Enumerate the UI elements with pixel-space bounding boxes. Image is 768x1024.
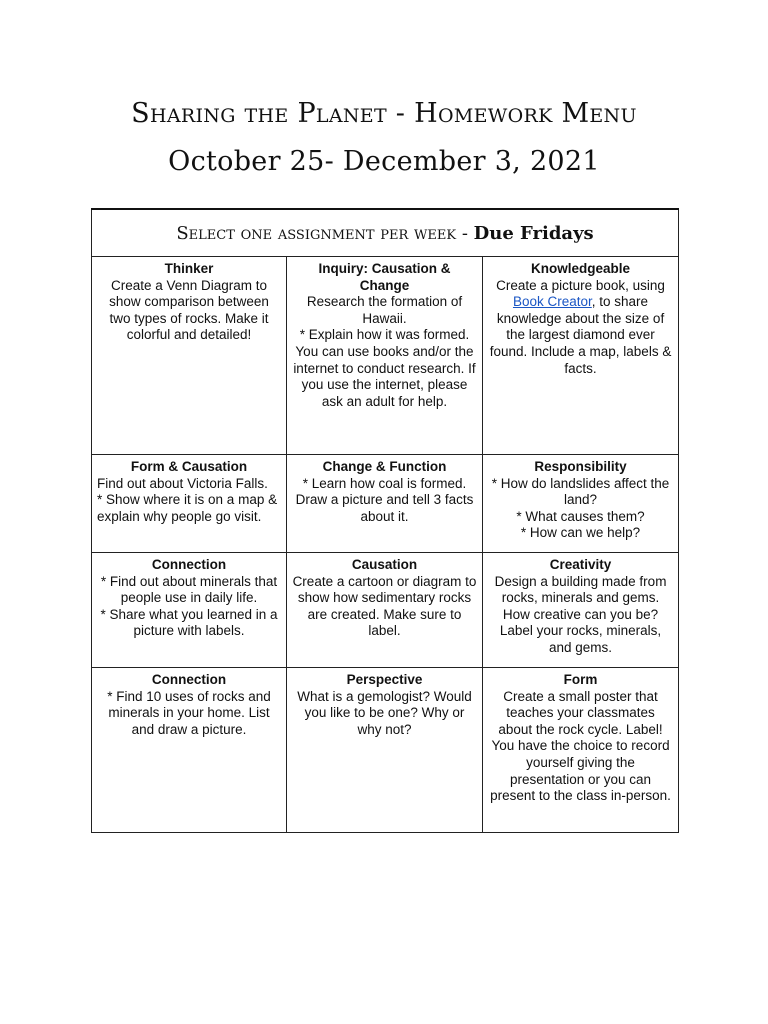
menu-cell — [92, 257, 287, 455]
cell-body: Create a cartoon or diagram to show how sedimentary rocks are created. Make sure to label. — [292, 573, 477, 639]
cell-title: Inquiry: Causation & Change — [318, 261, 451, 293]
cell-body: Research the formation of Hawaii. * Explain how it was formed. You can use books and/or the internet to conduct research. If you use the internet, please ask an adult for help. — [293, 294, 476, 409]
cell-body — [488, 278, 673, 378]
table-header — [92, 209, 679, 257]
menu-cell — [92, 455, 287, 553]
table-row — [92, 553, 679, 668]
page-title: Sharing the Planet - Homework Menu — [131, 98, 637, 129]
menu-cell — [483, 668, 679, 833]
menu-cell — [92, 668, 287, 833]
cell-title: Perspective — [346, 672, 423, 687]
header-due-date: Due Fridays — [473, 222, 594, 244]
cell-body: Create a Venn Diagram to show comparison between two types of rocks. Make it colorful and detailed! — [109, 277, 269, 343]
homework-menu-table — [91, 208, 679, 833]
cell-title: Connection — [151, 557, 227, 572]
table-row — [92, 257, 679, 455]
cell-body: * Find out about minerals that people use in daily life. * Share what you learned in a picture with labels. — [100, 573, 278, 639]
cell-body: What is a gemologist? Would you like to be one? Why or why not? — [297, 688, 472, 737]
cell-body: * Find 10 uses of rocks and minerals in your home. List and draw a picture. — [107, 688, 271, 737]
cell-body: * Learn how coal is formed. Draw a picture and tell 3 facts about it. — [295, 475, 474, 524]
cell-title: Form — [563, 672, 598, 687]
table-header-row — [92, 209, 679, 257]
menu-cell — [287, 257, 483, 455]
menu-cell — [287, 455, 483, 553]
cell-body-text: Create a picture book, using — [496, 277, 665, 293]
cell-title: Form & Causation — [130, 459, 248, 474]
cell-body: Design a building made from rocks, minerals and gems. How creative can you be? Label your rocks, minerals, and gems. — [494, 573, 667, 655]
menu-cell — [92, 553, 287, 668]
cell-title: Knowledgeable — [531, 261, 631, 276]
menu-cell — [483, 455, 679, 553]
table-row — [92, 668, 679, 833]
cell-title: Causation — [351, 557, 418, 572]
cell-title: Thinker — [164, 261, 214, 276]
cell-body: Create a small poster that teaches your classmates about the rock cycle. Label! You have the choice to record yourself giving the presentation or you can present to the class in-person. — [490, 688, 671, 804]
cell-title: Connection — [151, 672, 227, 687]
cell-body-text: , to share knowledge about the size of the largest diamond ever found. Include a map, labels & facts. — [489, 294, 672, 376]
cell-body: Find out about Victoria Falls. * Show where it is on a map & explain why people go visit. — [97, 475, 278, 524]
menu-cell — [287, 553, 483, 668]
header-instruction: Select one assignment per week - — [176, 222, 474, 244]
book-creator-link[interactable]: Book Creator — [512, 294, 592, 310]
cell-title: Creativity — [549, 557, 612, 572]
menu-cell — [287, 668, 483, 833]
cell-title: Change & Function — [322, 459, 447, 474]
cell-title: Responsibility — [534, 459, 627, 474]
menu-cell — [483, 553, 679, 668]
cell-body: * How do landslides affect the land? * What causes them? * How can we help? — [491, 475, 670, 541]
page-subtitle-dates: October 25- December 3, 2021 — [168, 146, 600, 177]
table-row — [92, 455, 679, 553]
menu-cell — [483, 257, 679, 455]
